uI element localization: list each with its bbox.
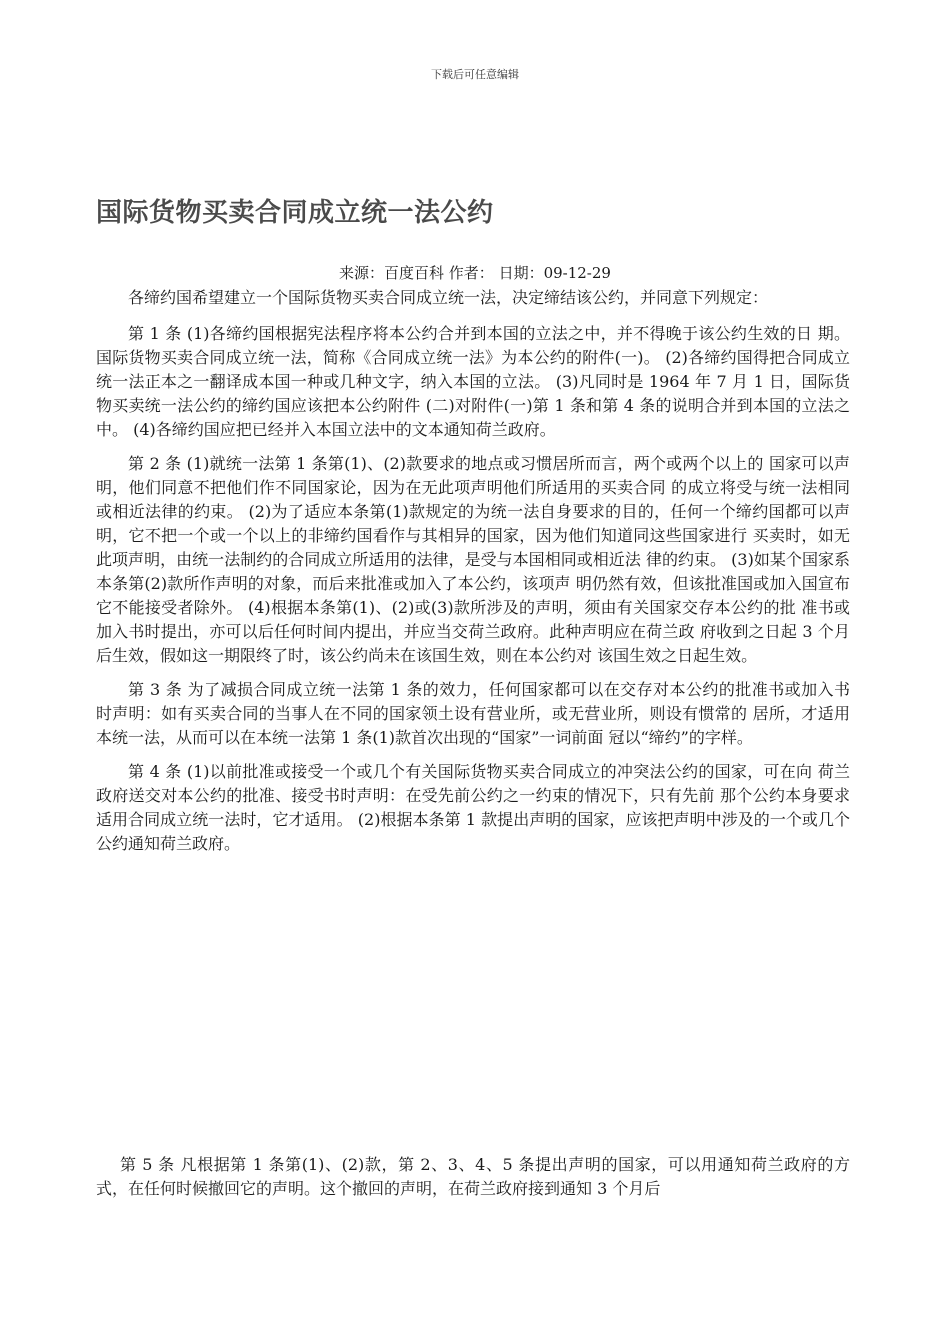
article-1-paragraph: 第 1 条 (1)各缔约国根据宪法程序将本公约合并到本国的立法之中，并不得晚于该公约生效的日 期。国际货物买卖合同成立统一法，简称《合同成立统一法》为本公约的附件(一)。 (2)各缔约国得把合同成立统一法正本之一翻译成本国一种或几种文字，纳入本国的立法。 (3)凡同时是 1964 年 7 月 1 日，国际货物买卖统一法公约的缔约国应该把本公约附件 (二)对附件(一)第 1 条和第 4 条的说明合并到本国的立法之中。 (4)各缔约国应把已经并入本国立法中的文本通知荷兰政府。 [96, 324, 850, 439]
header-note: 下载后可任意编辑 [431, 68, 519, 81]
document-title: 国际货物买卖合同成立统一法公约 [96, 198, 494, 228]
document-body-continued [96, 1153, 850, 1201]
article-5-paragraph: 第 5 条 凡根据第 1 条第(1)、(2)款，第 2、3、4、5 条提出声明的国家，可以用通知荷兰政府的方式，在任何时候撤回它的声明。这个撤回的声明，在荷兰政府接到通知 3 个月后 [96, 1155, 850, 1198]
document-body [96, 286, 850, 866]
article-2-paragraph: 第 2 条 (1)就统一法第 1 条第(1)、(2)款要求的地点或习惯居所而言，两个或两个以上的 国家可以声明，他们同意不把他们作不同国家论，因为在无此项声明他们所适用的买卖合同 的成立将受与统一法相同或相近法律的约束。 (2)为了适应本条第(1)款规定的为统一法自身要求的目的，任何一个缔约国都可以声 明，它不把一个或一个以上的非缔约国看作与其相异的国家，因为他们知道同这些国家进行 买卖时，如无此项声明，由统一法制约的合同成立所适用的法律，是受与本国相同或相近法 律的约束。 (3)如某个国家系本条第(2)款所作声明的对象，而后来批准或加入了本公约，该项声 明仍然有效，但该批准国或加入国宣布它不能接受者除外。 (4)根据本条第(1)、(2)或(3)款所涉及的声明，须由有关国家交存本公约的批 准书或加入书时提出，亦可以后任何时间内提出，并应当交荷兰政府。此种声明应在荷兰政 府收到之日起 3 个月后生效，假如这一期限终了时，该公约尚未在该国生效，则在本公约对 该国生效之日起生效。 [96, 454, 850, 665]
document-meta: 来源：百度百科 作者： 日期：09-12-29 [339, 264, 611, 282]
article-4-paragraph: 第 4 条 (1)以前批准或接受一个或几个有关国际货物买卖合同成立的冲突法公约的国家，可在向 荷兰政府送交对本公约的批准、接受书时声明：在受先前公约之一约束的情况下，只有先前 那个公约本身要求适用合同成立统一法时，它才适用。 (2)根据本条第 1 款提出声明的国家，应该把声明中涉及的一个或几个公约通知荷兰政府。 [96, 762, 850, 853]
intro-paragraph: 各缔约国希望建立一个国际货物买卖合同成立统一法，决定缔结该公约，并同意下列规定： [128, 288, 769, 307]
article-3-paragraph: 第 3 条 为了减损合同成立统一法第 1 条的效力，任何国家都可以在交存对本公约的批准书或加入书 时声明：如有买卖合同的当事人在不同的国家领土设有营业所，或无营业所，则设有惯常的 居所，才适用本统一法，从而可以在本统一法第 1 条(1)款首次出现的“国家”一词前面 冠以“缔约”的字样。 [96, 680, 850, 747]
